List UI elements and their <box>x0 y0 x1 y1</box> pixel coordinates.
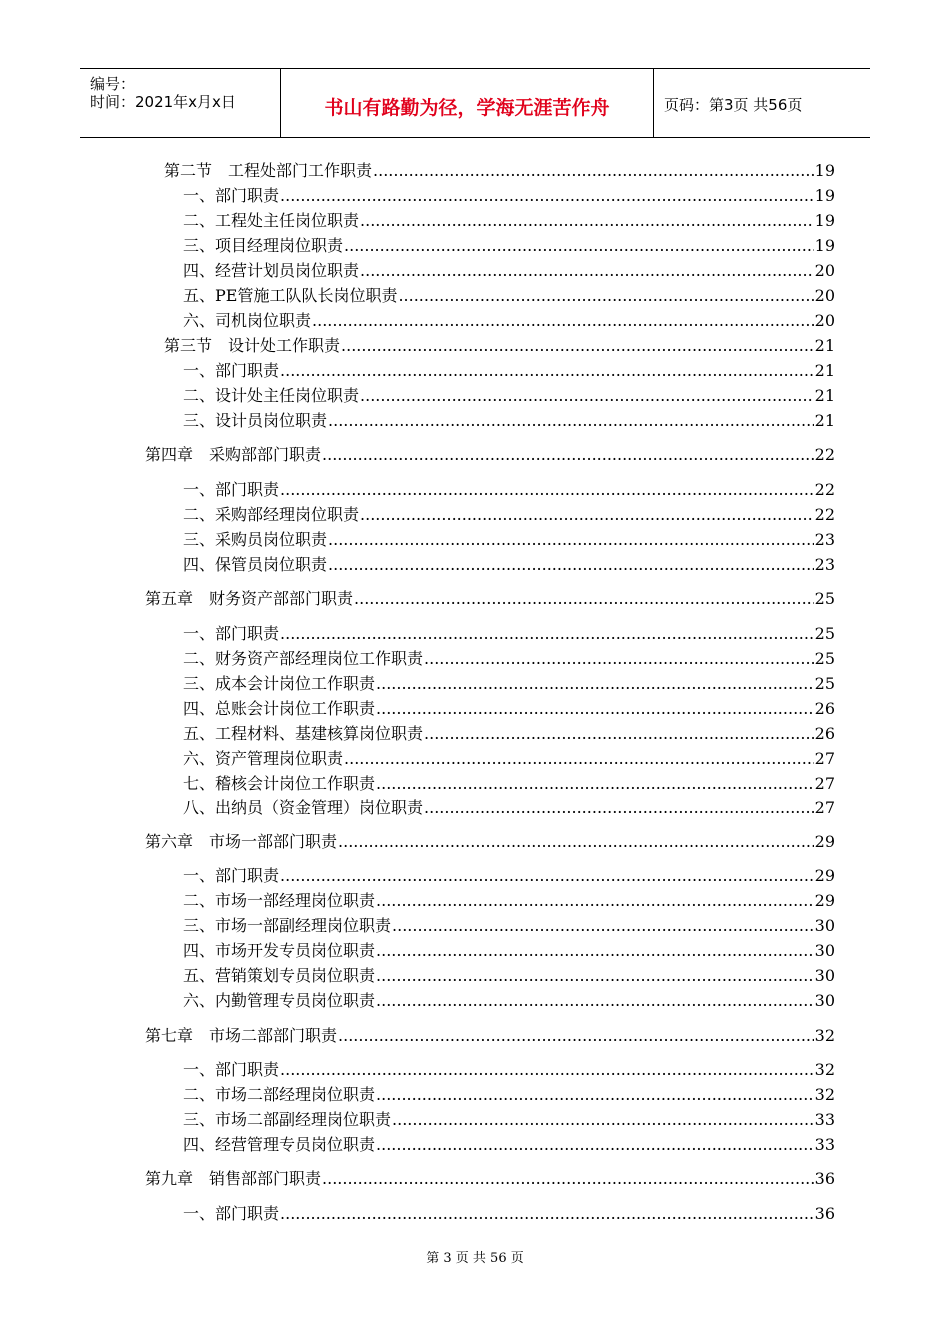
toc-entry-title: 八、出纳员（资金管理）岗位职责 <box>183 798 424 817</box>
toc-entry-title: 四、经营管理专员岗位职责 <box>183 1135 376 1154</box>
toc-entry-page: 29 <box>814 891 835 910</box>
toc-entry-page: 32 <box>814 1060 835 1079</box>
toc-dot-leader <box>376 673 814 695</box>
toc-entry-title: 第五章 财务资产部部门职责 <box>145 589 354 608</box>
toc-entry-title: 三、成本会计岗位工作职责 <box>183 674 376 693</box>
toc-entry[interactable] <box>183 504 835 526</box>
toc-entry-title: 二、市场一部经理岗位职责 <box>183 891 376 910</box>
toc-entry[interactable] <box>183 479 835 501</box>
toc-entry-page: 30 <box>814 941 835 960</box>
toc-dot-leader <box>280 1203 814 1225</box>
toc-entry-title: 四、总账会计岗位工作职责 <box>183 699 376 718</box>
toc-dot-leader <box>360 210 814 232</box>
toc-entry-page: 22 <box>814 505 835 524</box>
toc-entry[interactable] <box>183 235 835 257</box>
toc-entry-title: 三、设计员岗位职责 <box>183 411 328 430</box>
toc-entry-page: 30 <box>814 991 835 1010</box>
toc-dot-leader <box>398 285 813 307</box>
toc-dot-leader <box>376 1134 814 1156</box>
motto-text: 书山有路勤为径，学海无涯苦作舟 <box>324 97 610 119</box>
toc-entry-title: 第七章 市场二部部门职责 <box>145 1026 338 1045</box>
toc-dot-leader <box>392 1109 814 1131</box>
toc-entry-page: 30 <box>814 916 835 935</box>
toc-entry-title: 第三节 设计处工作职责 <box>164 336 341 355</box>
toc-entry-page: 19 <box>814 161 835 180</box>
toc-entry-page: 36 <box>814 1204 835 1223</box>
toc-entry[interactable] <box>183 360 835 382</box>
toc-entry[interactable] <box>183 260 835 282</box>
toc-dot-leader <box>344 748 814 770</box>
toc-entry-page: 27 <box>814 798 835 817</box>
toc-dot-leader <box>354 588 814 610</box>
toc-entry-page: 25 <box>814 589 835 608</box>
toc-entry[interactable] <box>183 185 835 207</box>
toc-entry-title: 六、司机岗位职责 <box>183 311 312 330</box>
toc-entry-title: 四、经营计划员岗位职责 <box>183 261 360 280</box>
toc-entry[interactable] <box>164 335 835 357</box>
toc-entry[interactable] <box>183 673 835 695</box>
toc-entry-page: 36 <box>814 1169 835 1188</box>
toc-dot-leader <box>328 554 814 576</box>
toc-dot-leader <box>360 504 814 526</box>
toc-entry[interactable] <box>183 623 835 645</box>
toc-entry[interactable] <box>183 1084 835 1106</box>
toc-entry-page: 26 <box>814 724 835 743</box>
toc-dot-leader <box>344 235 814 257</box>
toc-entry[interactable] <box>183 554 835 576</box>
toc-entry-page: 21 <box>814 386 835 405</box>
toc-entry-title: 第四章 采购部部门职责 <box>145 445 322 464</box>
toc-entry[interactable] <box>145 831 835 853</box>
toc-entry[interactable] <box>183 1134 835 1156</box>
toc-entry[interactable] <box>183 285 835 307</box>
toc-entry-page: 25 <box>814 649 835 668</box>
toc-entry[interactable] <box>183 915 835 937</box>
toc-dot-leader <box>341 335 814 357</box>
toc-dot-leader <box>376 698 814 720</box>
toc-dot-leader <box>424 648 814 670</box>
toc-entry-title: 一、部门职责 <box>183 624 280 643</box>
toc-dot-leader <box>280 865 814 887</box>
toc-entry-page: 20 <box>814 261 835 280</box>
toc-entry[interactable] <box>183 773 835 795</box>
toc-entry[interactable] <box>145 1168 835 1190</box>
toc-entry-page: 25 <box>814 624 835 643</box>
toc-entry[interactable] <box>183 748 835 770</box>
toc-dot-leader <box>322 444 814 466</box>
toc-dot-leader <box>328 410 814 432</box>
toc-dot-leader <box>424 723 814 745</box>
page-footer: 第 3 页 共 56 页 <box>426 1251 524 1266</box>
toc-dot-leader <box>376 1084 814 1106</box>
toc-dot-leader <box>280 479 814 501</box>
toc-entry[interactable] <box>183 965 835 987</box>
toc-entry[interactable] <box>183 1059 835 1081</box>
toc-dot-leader <box>392 915 814 937</box>
toc-dot-leader <box>376 773 814 795</box>
toc-entry-title: 三、市场一部副经理岗位职责 <box>183 916 392 935</box>
toc-entry-title: 三、项目经理岗位职责 <box>183 236 344 255</box>
toc-entry-page: 19 <box>814 211 835 230</box>
toc-entry-title: 三、市场二部副经理岗位职责 <box>183 1110 392 1129</box>
toc-entry-title: 一、部门职责 <box>183 866 280 885</box>
toc-entry-title: 七、稽核会计岗位工作职责 <box>183 774 376 793</box>
toc-entry-title: 一、部门职责 <box>183 1060 280 1079</box>
date-label: 时间：2021年x月x日 <box>90 93 236 111</box>
toc-dot-leader <box>338 831 814 853</box>
toc-entry[interactable] <box>183 310 835 332</box>
toc-entry[interactable] <box>183 865 835 887</box>
toc-dot-leader <box>360 260 814 282</box>
toc-entry-title: 一、部门职责 <box>183 186 280 205</box>
toc-entry[interactable] <box>183 529 835 551</box>
toc-entry-page: 23 <box>814 530 835 549</box>
toc-entry-page: 29 <box>814 832 835 851</box>
toc-dot-leader <box>373 160 814 182</box>
toc-dot-leader <box>322 1168 814 1190</box>
toc-entry[interactable] <box>183 990 835 1012</box>
toc-entry-page: 33 <box>814 1110 835 1129</box>
toc-dot-leader <box>360 385 814 407</box>
toc-dot-leader <box>280 623 814 645</box>
toc-entry-title: 五、营销策划专员岗位职责 <box>183 966 376 985</box>
toc-dot-leader <box>312 310 814 332</box>
toc-entry-page: 22 <box>814 445 835 464</box>
toc-entry-page: 19 <box>814 236 835 255</box>
toc-entry[interactable] <box>183 940 835 962</box>
toc-entry-page: 26 <box>814 699 835 718</box>
page-info: 页码：第3页 共56页 <box>664 96 803 114</box>
toc-entry[interactable] <box>145 444 835 466</box>
toc-entry-title: 一、部门职责 <box>183 361 280 380</box>
toc-entry-title: 四、市场开发专员岗位职责 <box>183 941 376 960</box>
toc-entry[interactable] <box>183 698 835 720</box>
toc-entry-title: 二、采购部经理岗位职责 <box>183 505 360 524</box>
toc-entry-page: 21 <box>814 336 835 355</box>
toc-entry[interactable] <box>183 723 835 745</box>
toc-entry-page: 20 <box>814 311 835 330</box>
toc-entry-title: 三、采购员岗位职责 <box>183 530 328 549</box>
toc-dot-leader <box>280 185 814 207</box>
toc-entry-title: 二、市场二部经理岗位职责 <box>183 1085 376 1104</box>
toc-entry-title: 六、内勤管理专员岗位职责 <box>183 991 376 1010</box>
toc-entry-title: 二、设计处主任岗位职责 <box>183 386 360 405</box>
toc-entry-page: 23 <box>814 555 835 574</box>
toc-entry[interactable] <box>183 648 835 670</box>
toc-entry-page: 21 <box>814 411 835 430</box>
toc-entry-title: 五、PE管施工队队长岗位职责 <box>183 286 398 305</box>
toc-entry-page: 25 <box>814 674 835 693</box>
toc-entry-title: 第九章 销售部部门职责 <box>145 1169 322 1188</box>
toc-entry[interactable] <box>145 1025 835 1047</box>
toc-entry-title: 二、工程处主任岗位职责 <box>183 211 360 230</box>
toc-entry-title: 六、资产管理岗位职责 <box>183 749 344 768</box>
toc-dot-leader <box>376 940 814 962</box>
toc-entry[interactable] <box>183 385 835 407</box>
serial-label: 编号： <box>90 75 136 93</box>
toc-entry-page: 32 <box>814 1085 835 1104</box>
toc-entry-page: 20 <box>814 286 835 305</box>
toc-dot-leader <box>424 797 814 819</box>
toc-entry[interactable] <box>183 1203 835 1225</box>
toc-entry[interactable] <box>183 890 835 912</box>
toc-entry-page: 30 <box>814 966 835 985</box>
toc-entry[interactable] <box>183 210 835 232</box>
toc-dot-leader <box>376 990 814 1012</box>
toc-entry[interactable] <box>183 1109 835 1131</box>
toc-entry-title: 一、部门职责 <box>183 1204 280 1223</box>
toc-entry[interactable] <box>183 410 835 432</box>
toc-entry-page: 27 <box>814 774 835 793</box>
toc-dot-leader <box>376 965 814 987</box>
toc-dot-leader <box>280 360 814 382</box>
toc-entry-page: 32 <box>814 1026 835 1045</box>
toc-dot-leader <box>338 1025 814 1047</box>
toc-dot-leader <box>376 890 814 912</box>
toc-entry-page: 19 <box>814 186 835 205</box>
toc-entry-title: 五、工程材料、基建核算岗位职责 <box>183 724 424 743</box>
toc-entry-title: 第六章 市场一部部门职责 <box>145 832 338 851</box>
toc-entry[interactable] <box>164 160 835 182</box>
toc-entry-title: 二、财务资产部经理岗位工作职责 <box>183 649 424 668</box>
toc-entry-title: 一、部门职责 <box>183 480 280 499</box>
toc-dot-leader <box>328 529 814 551</box>
toc-entry-title: 四、保管员岗位职责 <box>183 555 328 574</box>
toc-dot-leader <box>280 1059 814 1081</box>
toc-entry[interactable] <box>183 797 835 819</box>
toc-entry-page: 33 <box>814 1135 835 1154</box>
toc-entry-page: 21 <box>814 361 835 380</box>
toc-entry-page: 29 <box>814 866 835 885</box>
toc-entry-title: 第二节 工程处部门工作职责 <box>164 161 373 180</box>
toc-entry-page: 27 <box>814 749 835 768</box>
toc-entry-page: 22 <box>814 480 835 499</box>
toc-entry[interactable] <box>145 588 835 610</box>
